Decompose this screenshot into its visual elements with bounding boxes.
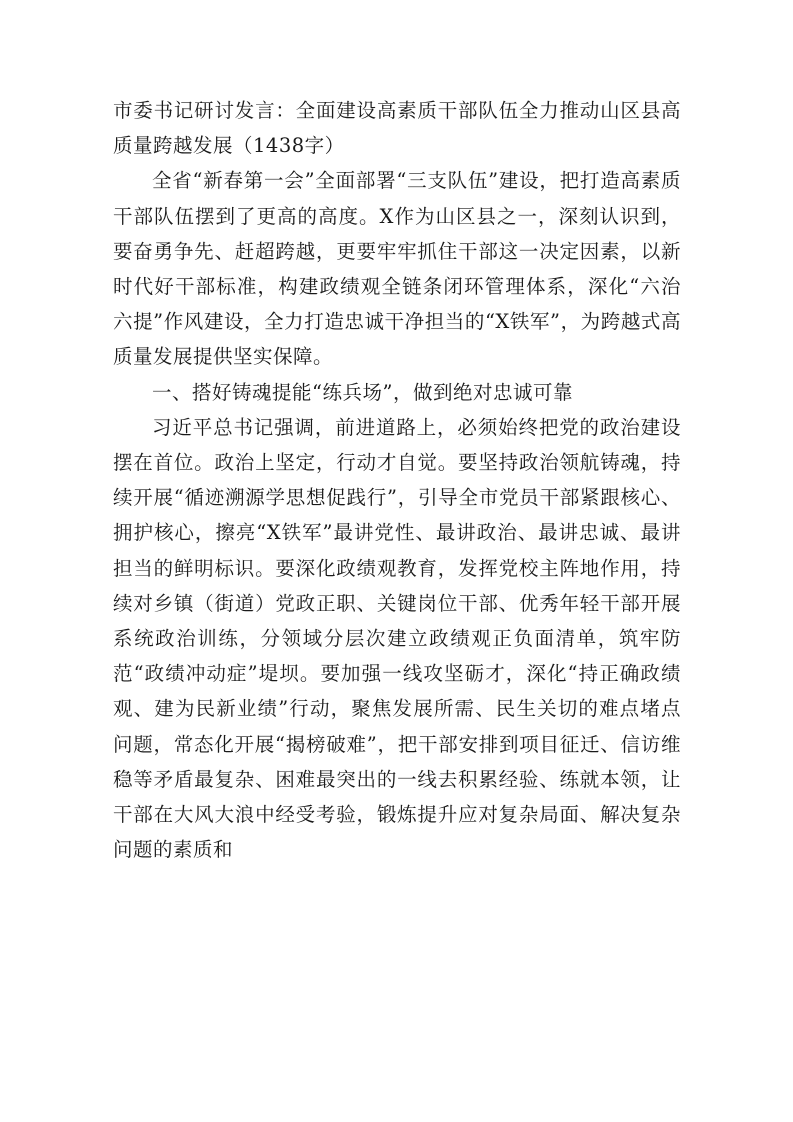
- document-body: [113, 93, 681, 867]
- section-heading: 一、搭好铸魂提能“练兵场”，做到绝对忠诚可靠: [152, 380, 573, 404]
- document-title: 市委书记研讨发言：全面建设高素质干部队伍全力推动山区县高质量跨越发展（1438字）: [113, 99, 681, 158]
- body-paragraph: 习近平总书记强调，前进道路上，必须始终把党的政治建设摆在首位。政治上坚定，行动才自觉。要坚持政治领航铸魂，持续开展“循迹溯源学思想促践行”，引导全市党员干部紧跟核心、拥护核心，擦亮“X铁军”最讲党性、最讲政治、最讲忠诚、最讲担当的鲜明标识。要深化政绩观教育，发挥党校主阵地作用，持续对乡镇（街道）党政正职、关键岗位干部、优秀年轻干部开展系统政治训练，分领域分层次建立政绩观正负面清单，筑牢防范“政绩冲动症”堤坝。要加强一线攻坚砺才，深化“持正确政绩观、建为民新业绩”行动，聚焦发展所需、民生关切的难点堵点问题，常态化开展“揭榜破难”，把干部安排到项目征迁、信访维稳等矛盾最复杂、困难最突出的一线去积累经验、练就本领，让干部在大风大浪中经受考验，锻炼提升应对复杂局面、解决复杂问题的素质和: [113, 415, 681, 862]
- intro-paragraph: 全省“新春第一会”全面部署“三支队伍”建设，把打造高素质干部队伍摆到了更高的高度。X作为山区县之一，深刻认识到，要奋勇争先、赶超跨越，更要牢牢抓住干部这一决定因素，以新时代好干部标准，构建政绩观全链条闭环管理体系，深化“六治六提”作风建设，全力打造忠诚干净担当的“X铁军”，为跨越式高质量发展提供坚实保障。: [113, 169, 681, 369]
